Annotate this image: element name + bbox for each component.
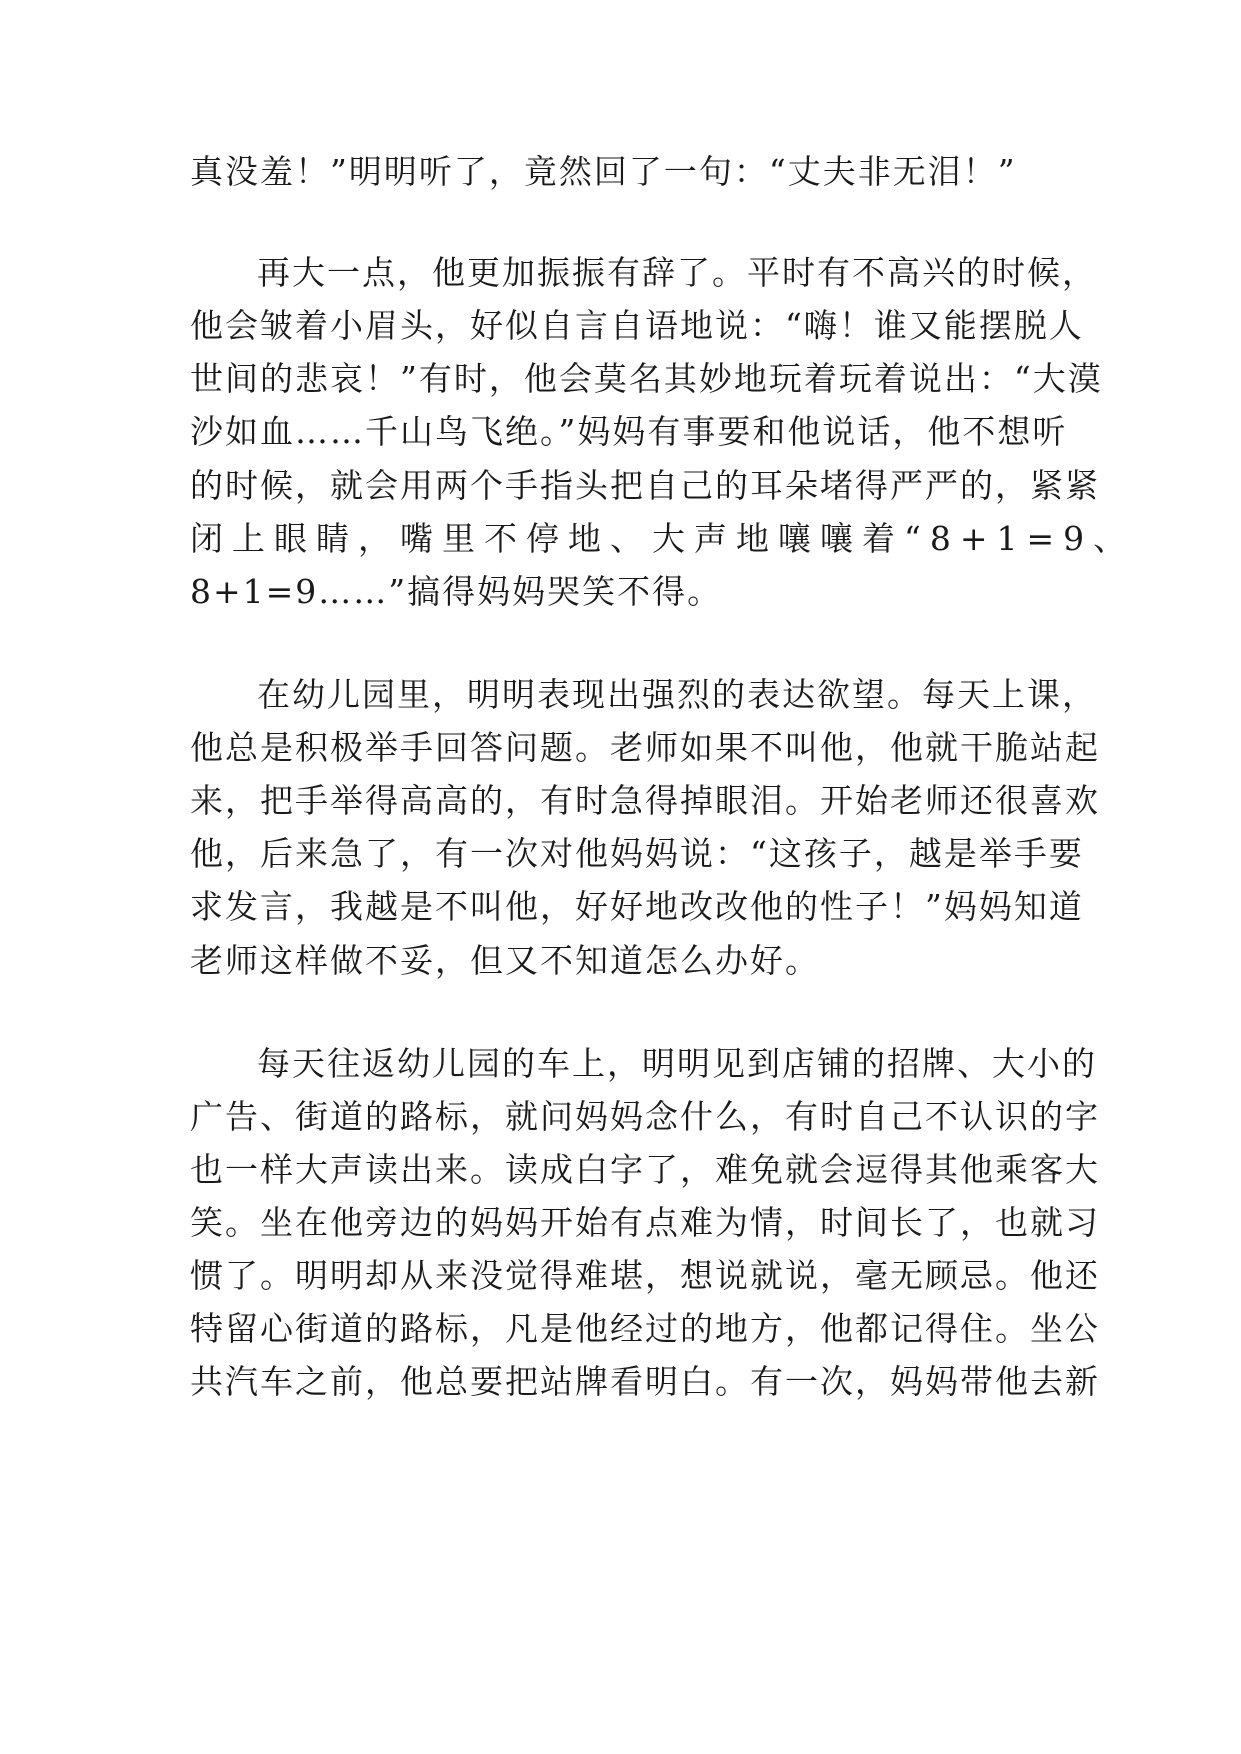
paragraph-line: 来，把手举得高高的，有时急得掉眼泪。开始老师还很喜欢: [190, 781, 1100, 820]
paragraph-line: 沙如血……千山鸟飞绝。”妈妈有事要和他说话，他不想听: [190, 412, 1068, 451]
paragraph-line: 笑。坐在他旁边的妈妈开始有点难为情，时间长了，也就习: [190, 1203, 1100, 1242]
paragraph-line: 在幼儿园里，明明表现出强烈的表达欲望。每天上课，: [257, 675, 1097, 714]
paragraph-line: 他总是积极举手回答问题。老师如果不叫他，他就干脆站起: [190, 728, 1100, 767]
paragraph-line: 广告、街道的路标，就问妈妈念什么，有时自己不认识的字: [190, 1097, 1100, 1136]
paragraph-line: 共汽车之前，他总要把站牌看明白。有一次，妈妈带他去新: [190, 1362, 1100, 1401]
paragraph-line: 特留心街道的路标，凡是他经过的地方，他都记得住。坐公: [190, 1309, 1100, 1348]
paragraph-line: 的时候，就会用两个手指头把自己的耳朵堵得严严的，紧紧: [190, 466, 1100, 505]
paragraph-line: 惯了。明明却从来没觉得难堪，想说就说，毫无顾忌。他还: [190, 1256, 1100, 1295]
paragraph-line: 真没羞！”明明听了，竟然回了一句：“丈夫非无泪！”: [190, 152, 1017, 191]
paragraph-line: 再大一点，他更加振振有辞了。平时有不高兴的时候，: [257, 253, 1097, 292]
paragraph-line: 8+1=9……”搞得妈妈哭笑不得。: [190, 572, 723, 611]
paragraph-line: 世间的悲哀！”有时，他会莫名其妙地玩着玩着说出：“大漠: [190, 359, 1103, 398]
paragraph-line: 每天往返幼儿园的车上，明明见到店铺的招牌、大小的: [257, 1044, 1097, 1083]
paragraph-line: 求发言，我越是不叫他，好好地改改他的性子！”妈妈知道: [190, 887, 1084, 926]
paragraph-line: 老师这样做不妥，但又不知道怎么办好。: [190, 941, 820, 980]
paragraph-line: 也一样大声读出来。读成白字了，难免就会逗得其他乘客大: [190, 1150, 1100, 1189]
paragraph-line: 他，后来急了，有一次对他妈妈说：“这孩子，越是举手要: [190, 834, 1084, 873]
paragraph-line: 他会皱着小眉头，好似自言自语地说：“嗨！谁又能摆脱人: [190, 306, 1084, 345]
paragraph-line: 闭上眼睛，嘴里不停地、大声地嚷嚷着“8+1=9、: [190, 519, 1136, 558]
